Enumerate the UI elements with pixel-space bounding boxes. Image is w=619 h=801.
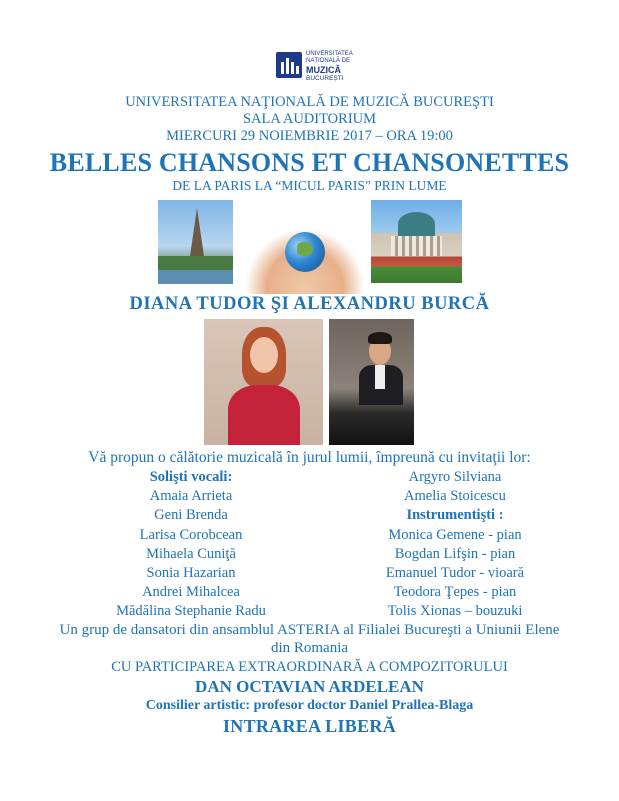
instrumentalist-name: Emanuel Tudor - vioară [385, 564, 525, 581]
globe-in-hand-photo [245, 228, 365, 294]
performers-heading: DIANA TUDOR ŞI ALEXANDRU BURCĂ [129, 294, 490, 314]
logo-mark-icon [276, 52, 302, 78]
dancers-line-1: Un grup de dansatori din ansamblul ASTERIA al Filialei Bucureşti a Uniunii Elene [59, 622, 560, 638]
eiffel-tower-photo [158, 200, 233, 284]
participation-text: CU PARTICIPAREA EXTRAORDINARĂ A COMPOZITORULUI [111, 659, 508, 675]
logo-text [306, 51, 353, 82]
logo-line-1: UNIVERSITATEA [306, 51, 353, 57]
invitation-text: Vă propun o călătorie muzicală în jurul lumii, împreună cu invitaţii lor: [88, 449, 531, 466]
soloist-name: Mihaela Cuniţă [146, 545, 236, 562]
institution-name: UNIVERSITATEA NAŢIONALĂ DE MUZICĂ BUCUREŞTI [125, 94, 494, 110]
soloist-name: Amaia Arrieta [149, 488, 233, 505]
alexandru-burca-photo [329, 319, 414, 445]
logo-line-4: BUCUREȘTI [306, 75, 344, 82]
diana-tudor-photo [204, 319, 323, 445]
logo-line-3: MUZICĂ [306, 65, 341, 75]
venue: SALA AUDITORIUM [242, 111, 377, 127]
instrumentalists-heading: Instrumentişti : [406, 507, 504, 524]
event-title: BELLES CHANSONS ET CHANSONETTES [49, 148, 570, 177]
soloist-name: Larisa Corobcean [139, 526, 243, 543]
event-subtitle: DE LA PARIS LA “MICUL PARIS” PRIN LUME [172, 178, 447, 193]
composer-name: DAN OCTAVIAN ARDELEAN [195, 677, 424, 696]
free-entry: INTRAREA LIBERĂ [222, 716, 397, 736]
soloists-column [73, 468, 309, 622]
event-datetime: MIERCURI 29 NOIEMBRIE 2017 – ORA 19:00 [166, 128, 453, 144]
soloist-name: Amelia Stoicescu [404, 488, 506, 505]
instrumentalist-name: Bogdan Lifşin - pian [394, 545, 516, 562]
right-column [345, 468, 565, 622]
dancers-line-2: din Romania [270, 640, 349, 656]
romanian-athenaeum-photo [371, 200, 462, 283]
soloist-name: Andrei Mihalcea [142, 584, 240, 601]
soloist-name: Mădălina Stephanie Radu [116, 603, 266, 620]
soloist-name: Argyro Silviana [408, 469, 502, 485]
artistic-advisor: Consilier artistic: profesor doctor Daniel Prallea-Blaga [145, 698, 474, 713]
university-logo [276, 50, 372, 80]
instrumentalist-name: Monica Gemene - pian [388, 526, 522, 543]
logo-line-2: NAȚIONALĂ DE [306, 58, 351, 64]
soloist-name: Geni Brenda [154, 507, 228, 524]
instrumentalist-name: Teodora Ţepes - pian [393, 584, 517, 601]
instrumentalist-name: Tolis Xionas – bouzuki [387, 603, 523, 620]
soloists-heading: Solişti vocali: [149, 469, 233, 485]
soloist-name: Sonia Hazarian [146, 564, 236, 581]
